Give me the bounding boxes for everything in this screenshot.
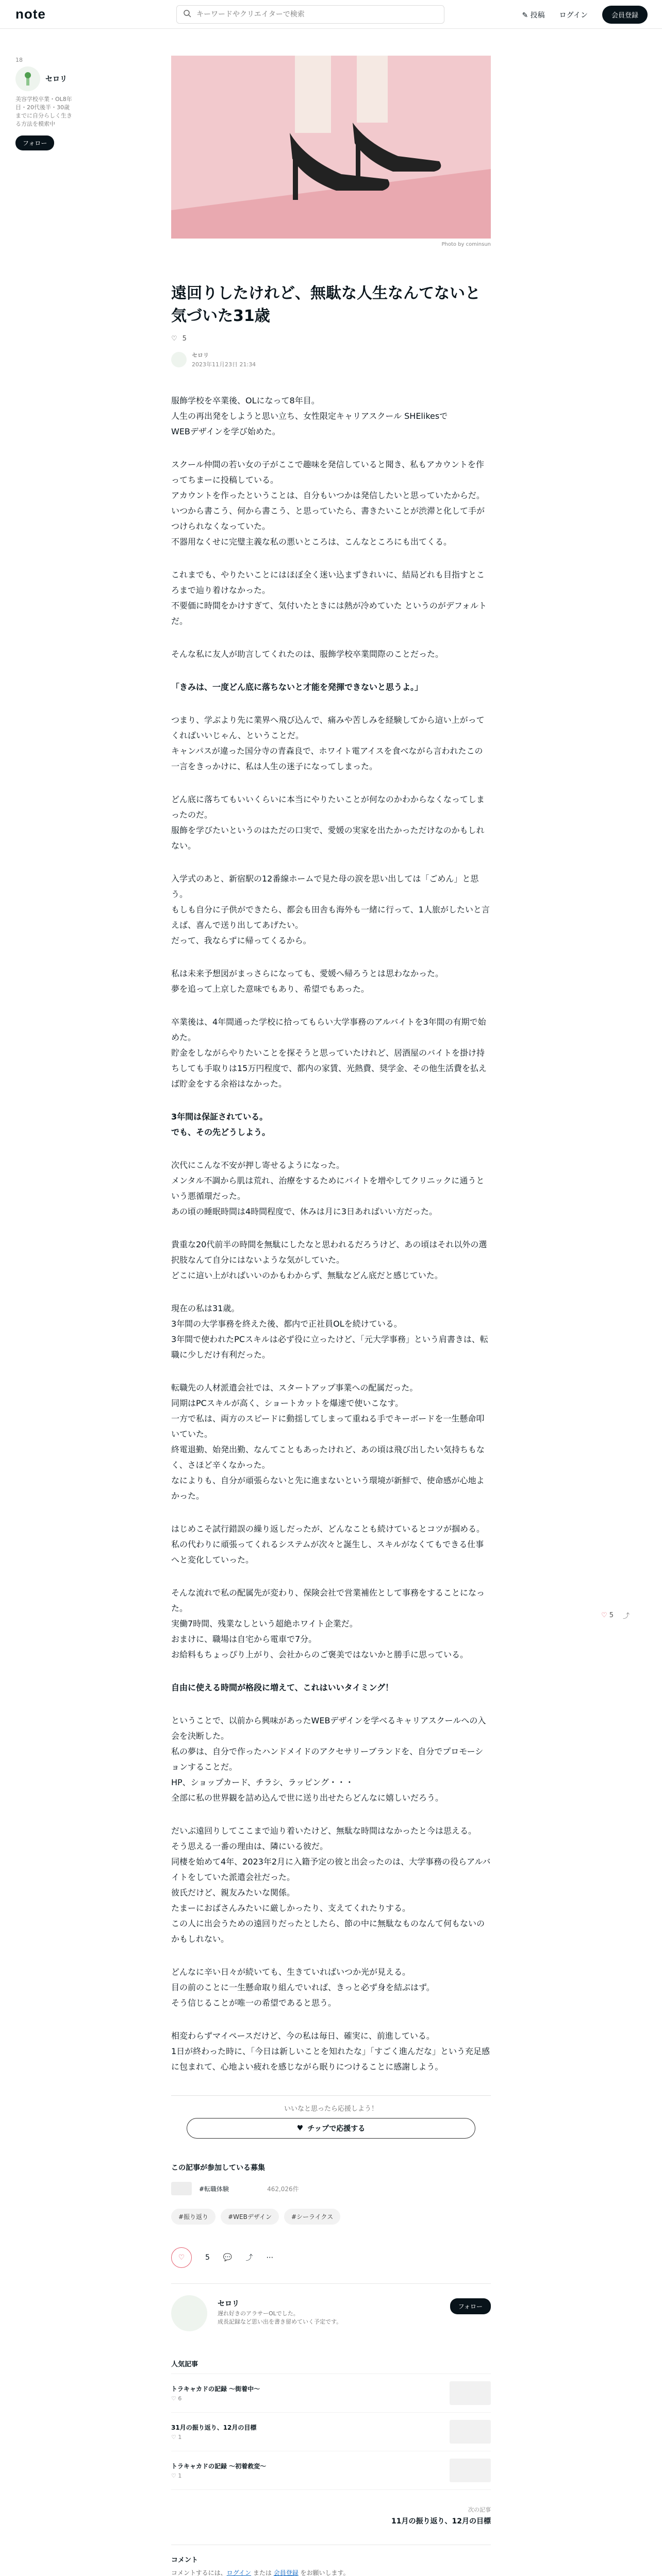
article-paragraph: どんなに辛い日々が続いても、生きていればいつか光が見える。 目の前のことに一生懸命取り組んでいれば、きっと必ず身を結ぶはず。 そう信じることが唯一の希望であると思う。 xyxy=(171,1967,435,2008)
hero-image xyxy=(171,56,491,239)
article-paragraph: 入学式のあと、新宿駅の12番線ホームで見た母の涙を思い出しては「ごめん」と思う。 もしも自分に子供ができたら、都会も田舎も海外も一緒に行って、1人旅がしたいと言えば、喜んで送り出してあげたい。 だって、我ならずに帰ってくるから。 xyxy=(171,874,490,945)
popular-list xyxy=(171,2374,491,2490)
share-icon[interactable]: ⤴ xyxy=(245,2254,253,2262)
comment-heading: コメント xyxy=(171,2556,198,2564)
comment-prompt xyxy=(171,2568,491,2576)
search-icon xyxy=(183,9,191,20)
magazine-heading: この記事が参加している募集 xyxy=(171,2164,265,2172)
popular-item-thumbnail xyxy=(450,2420,491,2444)
profile-desc: 美容学校卒業・OL8年目・20代後半・30歳までに自分らしく生きる方法を模索中 xyxy=(15,96,72,127)
article-paragraph: 3年間は保証されている。 でも、その先どうしよう。 xyxy=(171,1112,271,1137)
magazine-entry[interactable] xyxy=(171,2182,491,2195)
tag-chip[interactable]: #シーライクス xyxy=(284,2209,340,2225)
action-like-count: 5 xyxy=(205,2253,210,2262)
site-header xyxy=(0,0,662,29)
profile-top xyxy=(15,66,77,91)
post-label: 投稿 xyxy=(530,11,545,20)
popular-item[interactable] xyxy=(171,2451,491,2490)
comment-section xyxy=(171,2545,491,2576)
author-card xyxy=(171,2283,491,2340)
float-like-count: 5 xyxy=(609,1612,614,1619)
author-card-follow-button[interactable]: フォロー xyxy=(450,2298,491,2314)
popular-item-title: トラキャカドの記録 〜街着中〜 xyxy=(171,2385,260,2393)
article-paragraph: だいぶ遠回りしてここまで辿り着いたけど、無駄な時間はなかったと今は思える。 そう思える一番の理由は、隣にいる彼だ。 同棲を始めて4年、2023年2月に入籍予定の彼と出会ったのは、大学事務の役らアルバイトをしていた派遣会社だった。 彼氏だけど、親友みたいな関係。 たまーにおばさんみたいに厳しかったり、支えてくれたりする。 この人に出会うための遠回りだったとしたら、節の中に無駄なものなんて何もないのかもしれない。 xyxy=(171,1826,491,1944)
pen-icon: ✎ xyxy=(522,11,528,20)
article-paragraph: 私は未来予想図がまっさらになっても、愛媛へ帰ろうとは思わなかった。 夢を追って上京した意味でもあり、希望でもあった。 xyxy=(171,969,444,994)
more-icon[interactable]: ⋯ xyxy=(266,2253,274,2262)
like-count: 5 xyxy=(182,335,187,343)
article-paragraph: ということで、以前から興味があったWEBデザインを学べるキャリアスクールへの入会を決断した。 私の夢は、自分で作ったハンドメイドのアクセサリーブランドを、自分でプロモーションすることだ。 HP、ショップカード、チラシ、ラッピング・・・ 全部に私の世界観を詰め込んで世に送り出せたらどんなに嬉しいだろう。 xyxy=(171,1716,486,1803)
comment-prefix: コメントするには、 xyxy=(171,2569,227,2576)
sidebar-follow-button[interactable]: フォロー xyxy=(15,135,54,150)
floating-actions xyxy=(601,1611,630,1620)
popular-item-likes xyxy=(171,2395,260,2402)
heart-icon[interactable]: ♡ xyxy=(171,335,177,343)
article-paragraph: スクール仲間の若い女の子がここで趣味を発信していると聞き、私もアカウントを作ってちまーに投稿している。 アカウントを作ったということは、自分もいつかは発信したいと思っていたからだ。 いつから書こう、何から書こう、と思っていたら、書きたいことが渋滞と化して手がつけられなくなっていた。 不器用なくせに完璧主義な私の悪いところは、こんなところにも出てくる。 xyxy=(171,460,485,547)
article-paragraph: そんな流れで私の配属先が変わり、保険会社で営業補佐として事務をすることになった。 実働7時間、残業なしという超絶ホワイト企業だ。 おまけに、職場は自宅から電車で7分。 お給料もちょっぴり上がり、会社からのご褒美ではないかと勝手に思っている。 xyxy=(171,1588,485,1659)
popular-item-likes xyxy=(171,2472,266,2479)
popular-like-count: 1 xyxy=(178,2434,182,2441)
popular-like-count: 1 xyxy=(178,2472,182,2479)
popular-item-thumbnail xyxy=(450,2381,491,2405)
header-actions xyxy=(522,6,648,24)
celery-icon xyxy=(20,71,36,87)
magazine-count: 462,026件 xyxy=(267,2185,299,2193)
search-input[interactable] xyxy=(196,10,434,19)
next-label: 次の記事 xyxy=(468,2506,491,2513)
heart-icon: ♡ xyxy=(171,2434,178,2441)
article-paragraph: 転職先の人材派遣会社では、スタートアップ事業への配属だった。 同期はPCスキルが高く、ショートカットを爆速で使いこなす。 一方で私は、両方のスピードに動揺してしまって重ねる手でキーボードを一生懸命叩いていた。 終電退勤、始発出勤、なんてこともあったけれど、あの頃は飛び出したい気持ちもなく、さほど辛くなかった。 なによりも、自分が頑張らないと先に進まないという環境が新鮮で、使命感が心地よかった。 xyxy=(171,1383,485,1501)
author-avatar[interactable] xyxy=(171,352,187,367)
comment-mid: または xyxy=(251,2569,274,2576)
signup-button[interactable]: 会員登録 xyxy=(602,6,648,24)
support-label: いいなと思ったら応援しよう！ xyxy=(284,2105,378,2113)
float-like-button[interactable] xyxy=(601,1612,614,1619)
search-bar[interactable] xyxy=(176,5,444,24)
author-row xyxy=(171,351,491,368)
heart-icon: ♡ xyxy=(171,2395,178,2402)
post-button[interactable] xyxy=(522,10,544,20)
tip-button[interactable] xyxy=(187,2118,475,2139)
float-share-icon[interactable]: ⤴ xyxy=(623,1613,630,1620)
article-actions xyxy=(171,2247,491,2268)
article-paragraph: 「きみは、一度どん底に落ちないと才能を発揮できないと思うよ。」 xyxy=(171,682,423,692)
article-paragraph: 次代にこんな不安が押し寄せるようになった。 メンタル不調から肌は荒れ、治療をするためにバイトを増やしてクリニックに通うという悪循環だった。 あの頃の睡眠時間は4時間程度で、休みは月に3日あればいい方だった。 xyxy=(171,1160,485,1216)
article-main xyxy=(171,56,491,2576)
avatar[interactable] xyxy=(15,66,40,91)
author-card-desc: 遅れ好きのアラサーOLでした。 成長記録など思い出を書き留めていく予定です。 xyxy=(218,2310,342,2325)
author-meta xyxy=(192,351,256,368)
article-paragraph: つまり、学ぶより先に業界へ飛び込んで、痛みや苦しみを経験してから這い上がってくればいいじゃん、ということだ。 キャンパスが違った国分寺の青森良で、ホワイト電アイスを食べながら言われたこの一言をきっかけに、私は人生の迷子になってしまった。 xyxy=(171,715,485,771)
article-paragraph: 貴重な20代前半の時間を無駄にしたなと思われるだろうけど、あの頃はそれ以外の選択肢なんて自分にはないような気がしていた。 どこに這い上がればいいのかもわからず、無駄などん底だと感じていた。 xyxy=(171,1240,487,1280)
article-paragraph: はじめこそ試行錯誤の繰り返しだったが、どんなことも続けているとコツが掴める。 私の代わりに頑張ってくれるシステムが次々と誕生し、スキルがなくてもできる仕事へと変化していった。 xyxy=(171,1524,485,1565)
author-card-name[interactable]: セロリ xyxy=(218,2300,239,2308)
popular-item-title: 31月の振り返り、12月の目標 xyxy=(171,2424,257,2431)
popular-heading: 人気記事 xyxy=(171,2359,491,2374)
popular-item-title: トラキャカドの記録 〜初着救変〜 xyxy=(171,2463,267,2470)
popular-item[interactable] xyxy=(171,2413,491,2451)
heart-icon: ♡ xyxy=(171,2472,178,2479)
float-heart-icon: ♡ xyxy=(601,1612,607,1619)
article-paragraph: これまでも、やりたいことにはほぼ全く迷い込まずきれいに、結局どれも目指すところまで辿り着けなかった。 不要価に時間をかけすぎて、気付いたときには熱が冷めていた というのがデフォルトだ。 xyxy=(171,570,487,626)
article-body xyxy=(171,393,491,2075)
profile-sidebar xyxy=(15,57,77,150)
article-paragraph: 現在の私は31歳。 3年間の大学事務を終えた後、都内で正社員OLを続けている。 3年間で使われたPCスキルは必ず役に立ったけど、「元大学事務」という肩書きは、転職に少しだけ有利だった。 xyxy=(171,1303,488,1360)
tag-chip[interactable]: #WEBデザイン xyxy=(221,2209,279,2225)
tip-heart-icon: ♥ xyxy=(296,2124,304,2132)
login-link[interactable]: ログイン xyxy=(559,11,588,20)
article-paragraph: 卒業後は、4年間通った学校に拾ってもらい大学事務のアルバイトを3年間の有期で始めた。 貯金をしながらやりたいことを探そうと思っていたけれど、居酒屋のバイトを掛け持ちしても手取りは15万円程度で、都内の家賃、光熱費、奨学金、その他生活費を払えば貯金をする余裕はなかった。 xyxy=(171,1017,487,1089)
article-title: 遠回りしたけれど、無駄な人生なんてないと気づいた31歳 xyxy=(171,284,481,325)
magazine-thumbnail xyxy=(171,2182,192,2195)
popular-like-count: 6 xyxy=(178,2395,182,2402)
hero-shoes-illustration xyxy=(171,56,491,239)
comment-icon[interactable]: 💬 xyxy=(223,2253,233,2262)
publish-date: 2023年11月23日 21:34 xyxy=(192,361,256,368)
popular-item-text xyxy=(171,2384,260,2402)
profile-name[interactable]: セロリ xyxy=(45,75,67,83)
popular-item[interactable] xyxy=(171,2374,491,2413)
next-title: 11月の振り返り、12月の目標 xyxy=(391,2517,491,2526)
tag-chip[interactable]: #振り返り xyxy=(171,2209,216,2225)
popular-item-likes xyxy=(171,2434,256,2441)
popular-item-text xyxy=(171,2462,266,2479)
note-logo[interactable]: note xyxy=(15,6,46,22)
title-like-row xyxy=(171,335,491,343)
comment-login-link[interactable]: ログイン xyxy=(226,2569,252,2576)
comment-signup-link[interactable]: 会員登録 xyxy=(273,2569,299,2576)
tip-label: チップで応援する xyxy=(307,2125,366,2133)
next-article[interactable] xyxy=(171,2505,491,2526)
article-paragraph: 相変わらずマイペースだけど、今の私は毎日、確実に、前進している。 1日が終わった時に、「今日は新しいことを知れたな」「すごく進んだな」という充足感に包まれて、心地よい疲れを感じながら眠りにつけることに感謝しよう。 xyxy=(171,2031,490,2072)
article-paragraph: 服飾学校を卒業後、OLになって8年目。 人生の再出発をしようと思い立ち、女性限定キャリアスクール SHElikesで WEBデザインを学び始めた。 xyxy=(171,396,448,436)
tag-list xyxy=(171,2209,491,2225)
popular-item-text xyxy=(171,2423,256,2441)
like-button[interactable] xyxy=(171,2247,192,2268)
magazine-name: #転職体験 xyxy=(199,2185,229,2193)
heart-icon: ♡ xyxy=(178,2253,185,2262)
article-paragraph: どん底に落ちてもいいくらいに本当にやりたいことが何なのかわからなくなってしまったのだ。 服飾を学びたいというのはただの口実で、愛媛の実家を出たかっただけなのかもしれない。 xyxy=(171,794,485,851)
author-card-avatar[interactable] xyxy=(171,2295,207,2331)
article-paragraph: そんな私に友人が助言してくれたのは、服飾学校卒業間際のことだった。 xyxy=(171,649,444,659)
hero-caption: Photo by cominsun xyxy=(441,242,491,247)
popular-item-thumbnail xyxy=(450,2459,491,2482)
author-name[interactable]: セロリ xyxy=(192,352,209,359)
article-paragraph: 自由に使える時間が格段に増えて、これはいいタイミング！ xyxy=(171,1683,394,1692)
support-section xyxy=(171,2095,491,2139)
popular-articles xyxy=(171,2359,491,2490)
profile-badge: 18 xyxy=(15,57,23,63)
comment-suffix: をお願いします。 xyxy=(298,2569,350,2576)
